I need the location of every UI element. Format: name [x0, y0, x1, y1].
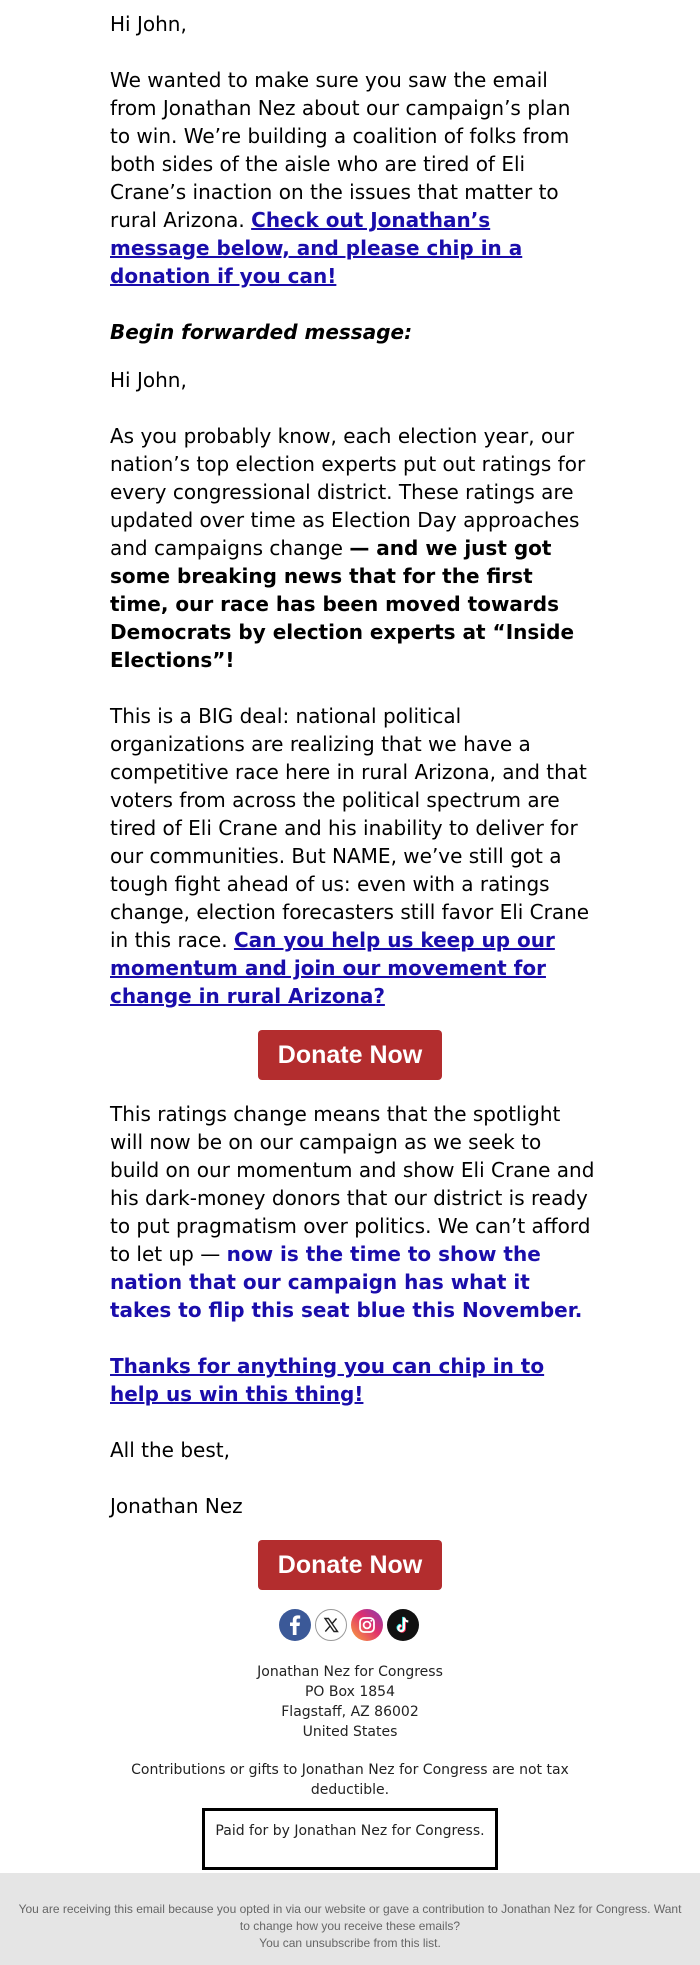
check-out-message-link[interactable]: Check out Jonathan’s message below, and please chip in a donation if you can! — [110, 208, 523, 288]
facebook-icon[interactable] — [279, 1609, 311, 1641]
chip-in-link[interactable]: Thanks for anything you can chip in to help us win this thing! — [110, 1354, 545, 1406]
opt-in-notice: You are receiving this email because you opted in via our website or gave a contribution to Jonathan Nez for Congress. Want to change how you receive these emails? — [18, 1902, 682, 1933]
intro-paragraph — [110, 66, 595, 290]
thanks-paragraph — [110, 1352, 595, 1408]
subscription-notice — [0, 1873, 700, 1965]
signature: Jonathan Nez — [110, 1494, 243, 1518]
org-name: Jonathan Nez for Congress — [257, 1664, 443, 1680]
mailing-address — [0, 1662, 700, 1742]
ratings-text: As you probably know, each election year, our nation’s top election experts put out ratings for every congressional district. These ratings are updated over time as Election Day approaches and campaigns change — [110, 424, 586, 560]
po-box: PO Box 1854 — [304, 1684, 395, 1700]
x-icon[interactable] — [315, 1609, 347, 1641]
big-deal-paragraph — [110, 702, 595, 1010]
breaking-news-text: — and we just got some breaking news that for the first time, our race has been moved towards Democrats by election experts at “Inside Elections”! — [110, 536, 575, 672]
join-movement-link[interactable]: Can you help us keep up our momentum and join our movement for change in rural Arizona? — [110, 928, 555, 1008]
big-deal-text: This is a BIG deal: national political organizations are realizing that we have a competitive race here in rural Arizona, and that voters from across the political spectrum are tired of Eli Crane and his inability to deliver for our communities. But NAME, we’ve still got a tough fight ahead of us: even with a ratings change, election forecasters still favor Eli Crane in this race. — [110, 704, 590, 952]
forwarded-greeting: Hi John, — [110, 368, 187, 392]
forwarded-header: Begin forwarded message: — [110, 320, 413, 344]
greeting: Hi John, — [110, 12, 187, 36]
closing: All the best, — [110, 1438, 230, 1462]
spotlight-paragraph — [110, 1100, 595, 1324]
donate-button[interactable]: Donate Now — [258, 1030, 442, 1080]
social-icons — [279, 1609, 419, 1641]
intro-text: We wanted to make sure you saw the email from Jonathan Nez about our campaign’s plan to win. We’re building a coalition of folks from both sides of the aisle who are tired of Eli Crane’s inaction on the issues that matter to rural Arizona. — [110, 68, 571, 232]
ratings-paragraph — [110, 422, 595, 674]
flip-seat-text: now is the time to show the nation that our campaign has what it takes to flip this seat blue this November. — [110, 1242, 583, 1322]
unsubscribe-link[interactable]: You can unsubscribe from this list. — [259, 1936, 441, 1950]
country: United States — [302, 1724, 398, 1740]
tiktok-icon[interactable] — [387, 1609, 419, 1641]
tax-note: Contributions or gifts to Jonathan Nez for Congress are not tax deductible. — [131, 1762, 569, 1798]
paid-for-disclaimer: Paid for by Jonathan Nez for Congress. — [202, 1808, 498, 1870]
spotlight-text: This ratings change means that the spotlight will now be on our campaign as we seek to build on our momentum and show Eli Crane and his dark-money donors that our district is ready to put pragmatism over politics. We can’t afford to let up — — [110, 1102, 595, 1266]
city-state-zip: Flagstaff, AZ 86002 — [281, 1704, 419, 1720]
instagram-icon[interactable] — [351, 1609, 383, 1641]
donate-button-bottom[interactable]: Donate Now — [258, 1540, 442, 1590]
